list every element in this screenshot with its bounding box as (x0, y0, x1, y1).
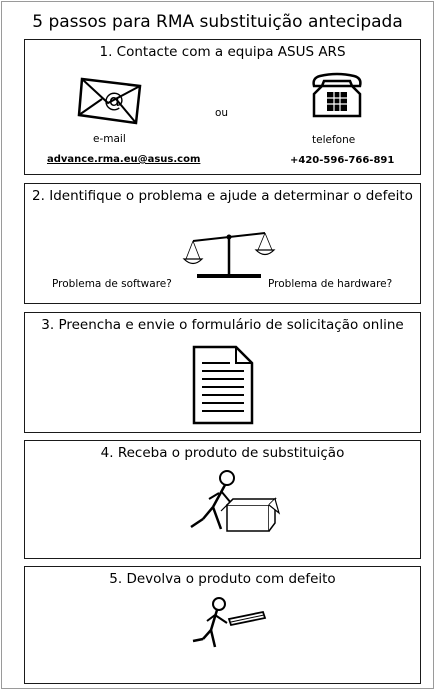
step-4-box (24, 440, 421, 559)
step-1-box (24, 39, 421, 175)
software-problem-label: Problema de software? (52, 278, 172, 290)
step-5-box (24, 566, 421, 684)
or-label: ou (215, 107, 229, 119)
telephone-icon (310, 72, 364, 120)
person-with-box-icon (185, 469, 285, 535)
step-3-box (24, 312, 421, 433)
phone-number: +420-596-766-891 (290, 155, 395, 166)
step-3-title: 3. Preencha e envie o formulário de solicitação online (41, 317, 404, 333)
step-2-box (24, 183, 421, 304)
svg-text:@: @ (104, 88, 124, 112)
step-1-title: 1. Contacte com a equipa ASUS ARS (99, 44, 346, 60)
step-5-title: 5. Devolva o produto com defeito (109, 571, 336, 587)
phone-label: telefone (312, 134, 356, 146)
email-address-link[interactable]: advance.rma.eu@asus.com (47, 154, 201, 165)
step-2-title: 2. Identifique o problema e ajude a determinar o defeito (32, 188, 413, 204)
scale-icon (183, 224, 275, 282)
email-label: e-mail (93, 133, 126, 145)
step-4-title: 4. Receba o produto de substituição (100, 445, 345, 461)
person-returning-product-icon (185, 597, 275, 652)
page-title: 5 passos para RMA substituição antecipada (32, 12, 403, 32)
hardware-problem-label: Problema de hardware? (268, 278, 393, 290)
envelope-icon (78, 77, 142, 127)
document-icon (192, 345, 254, 425)
